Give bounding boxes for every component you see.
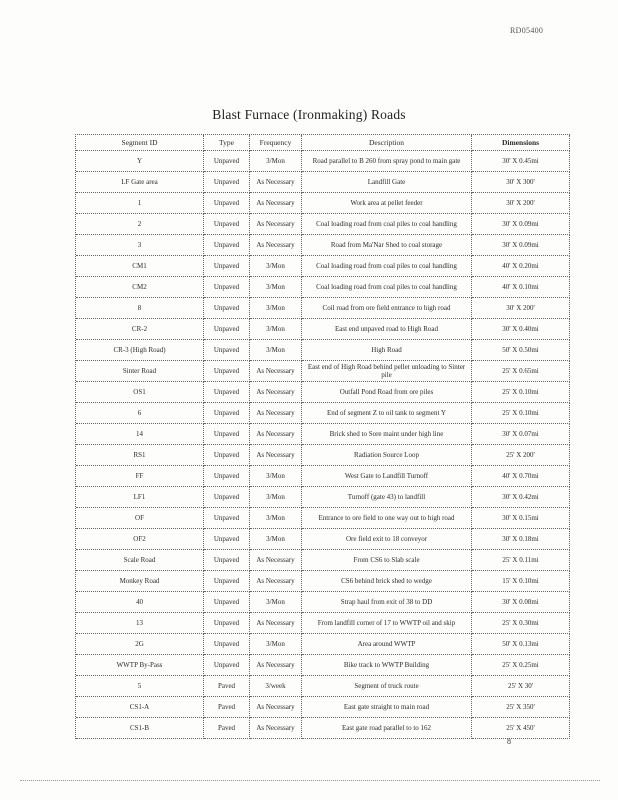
cell-segment-id: 40 [76, 592, 204, 613]
cell-description: Work area at pellet feeder [302, 193, 472, 214]
cell-dimensions: 30' X 200' [472, 193, 570, 214]
cell-dimensions: 25' X 0.30mi [472, 613, 570, 634]
cell-segment-id: Scale Road [76, 550, 204, 571]
table-row [76, 193, 570, 214]
cell-dimensions: 25' X 0.10mi [472, 382, 570, 403]
header-description: Description [302, 135, 472, 151]
cell-description: West Gate to Landfill Turnoff [302, 466, 472, 487]
cell-segment-id: OF2 [76, 529, 204, 550]
cell-dimensions: 25' X 0.65mi [472, 361, 570, 382]
cell-description: Coal loading road from coal piles to coal handling [302, 256, 472, 277]
cell-type: Unpaved [204, 382, 250, 403]
roads-table [75, 134, 570, 739]
cell-frequency: As Necessary [250, 172, 302, 193]
cell-type: Unpaved [204, 298, 250, 319]
cell-type: Unpaved [204, 487, 250, 508]
cell-type: Unpaved [204, 214, 250, 235]
cell-dimensions: 25' X 450' [472, 718, 570, 739]
cell-description: Turnoff (gate 43) to landfill [302, 487, 472, 508]
cell-dimensions: 50' X 0.13mi [472, 634, 570, 655]
cell-dimensions: 40' X 0.10mi [472, 277, 570, 298]
cell-segment-id: Sinter Road [76, 361, 204, 382]
cell-description: Landfill Gate [302, 172, 472, 193]
cell-frequency: 3/Mon [250, 529, 302, 550]
table-row [76, 613, 570, 634]
cell-type: Unpaved [204, 634, 250, 655]
cell-type: Unpaved [204, 193, 250, 214]
table-row [76, 319, 570, 340]
cell-description: East gate road parallel to to 162 [302, 718, 472, 739]
table-row [76, 592, 570, 613]
cell-frequency: 3/Mon [250, 592, 302, 613]
cell-frequency: As Necessary [250, 424, 302, 445]
cell-segment-id: CS1-A [76, 697, 204, 718]
cell-dimensions: 50' X 0.50mi [472, 340, 570, 361]
cell-description: Road parallel to B 260 from spray pond to main gate [302, 151, 472, 172]
table-header-row [76, 135, 570, 151]
cell-type: Unpaved [204, 613, 250, 634]
cell-dimensions: 25' X 0.10mi [472, 403, 570, 424]
cell-segment-id: 5 [76, 676, 204, 697]
cell-segment-id: 1 [76, 193, 204, 214]
table-row [76, 487, 570, 508]
cell-type: Unpaved [204, 508, 250, 529]
cell-segment-id: 6 [76, 403, 204, 424]
cell-segment-id: CM2 [76, 277, 204, 298]
cell-type: Paved [204, 718, 250, 739]
cell-frequency: 3/Mon [250, 319, 302, 340]
cell-description: Strap haul from exit of 38 to DD [302, 592, 472, 613]
cell-frequency: 3/Mon [250, 634, 302, 655]
table-row [76, 361, 570, 382]
table-row [76, 235, 570, 256]
cell-dimensions: 30' X 0.15mi [472, 508, 570, 529]
cell-type: Unpaved [204, 571, 250, 592]
cell-frequency: 3/week [250, 676, 302, 697]
cell-description: Radiation Source Loop [302, 445, 472, 466]
table-row [76, 214, 570, 235]
cell-segment-id: WWTP By-Pass [76, 655, 204, 676]
cell-segment-id: 13 [76, 613, 204, 634]
cell-frequency: 3/Mon [250, 508, 302, 529]
cell-type: Unpaved [204, 319, 250, 340]
cell-dimensions: 25' X 30' [472, 676, 570, 697]
cell-dimensions: 25' X 0.25mi [472, 655, 570, 676]
cell-frequency: 3/Mon [250, 256, 302, 277]
cell-segment-id: 2G [76, 634, 204, 655]
cell-type: Unpaved [204, 529, 250, 550]
table-row [76, 718, 570, 739]
cell-type: Paved [204, 676, 250, 697]
cell-frequency: As Necessary [250, 613, 302, 634]
cell-segment-id: LF1 [76, 487, 204, 508]
cell-description: Coil road from ore field entrance to high road [302, 298, 472, 319]
cell-segment-id: 2 [76, 214, 204, 235]
cell-type: Unpaved [204, 151, 250, 172]
cell-description: Segment of truck route [302, 676, 472, 697]
cell-segment-id: CM1 [76, 256, 204, 277]
header-dimensions: Dimensions [472, 135, 570, 151]
table-row [76, 382, 570, 403]
cell-segment-id: 14 [76, 424, 204, 445]
table-row [76, 340, 570, 361]
cell-frequency: 3/Mon [250, 466, 302, 487]
table-row [76, 298, 570, 319]
cell-dimensions: 25' X 0.11mi [472, 550, 570, 571]
cell-frequency: 3/Mon [250, 151, 302, 172]
cell-dimensions: 40' X 0.20mi [472, 256, 570, 277]
cell-segment-id: CR-2 [76, 319, 204, 340]
cell-dimensions: 30' X 200' [472, 298, 570, 319]
cell-frequency: 3/Mon [250, 298, 302, 319]
cell-description: Ore field exit to 18 conveyor [302, 529, 472, 550]
cell-type: Unpaved [204, 340, 250, 361]
cell-dimensions: 30' X 0.09mi [472, 235, 570, 256]
cell-frequency: As Necessary [250, 235, 302, 256]
cell-dimensions: 25' X 350' [472, 697, 570, 718]
cell-frequency: 3/Mon [250, 487, 302, 508]
cell-type: Unpaved [204, 172, 250, 193]
table-row [76, 466, 570, 487]
cell-type: Unpaved [204, 256, 250, 277]
cell-segment-id: 8 [76, 298, 204, 319]
header-type: Type [204, 135, 250, 151]
cell-segment-id: Monkey Road [76, 571, 204, 592]
cell-segment-id: CS1-B [76, 718, 204, 739]
page-number: 8 [507, 737, 511, 746]
cell-description: CS6 behind brick shed to wedge [302, 571, 472, 592]
table-row [76, 697, 570, 718]
document-id: RD05400 [510, 26, 544, 35]
table-row [76, 172, 570, 193]
table-row [76, 403, 570, 424]
cell-frequency: As Necessary [250, 382, 302, 403]
cell-dimensions: 30' X 0.42mi [472, 487, 570, 508]
table-row [76, 655, 570, 676]
cell-description: Outfall Pond Road from ore piles [302, 382, 472, 403]
cell-segment-id: 3 [76, 235, 204, 256]
cell-segment-id: OS1 [76, 382, 204, 403]
cell-description: High Road [302, 340, 472, 361]
table-row [76, 550, 570, 571]
cell-segment-id: RS1 [76, 445, 204, 466]
table-row [76, 256, 570, 277]
cell-type: Unpaved [204, 424, 250, 445]
page-title: Blast Furnace (Ironmaking) Roads [212, 107, 406, 122]
header-frequency: Frequency [250, 135, 302, 151]
cell-type: Unpaved [204, 550, 250, 571]
cell-type: Unpaved [204, 466, 250, 487]
cell-dimensions: 40' X 0.70mi [472, 466, 570, 487]
cell-dimensions: 30' X 0.40mi [472, 319, 570, 340]
cell-frequency: 3/Mon [250, 277, 302, 298]
cell-frequency: As Necessary [250, 655, 302, 676]
table-row [76, 445, 570, 466]
table-row [76, 277, 570, 298]
cell-frequency: As Necessary [250, 361, 302, 382]
table-row [76, 151, 570, 172]
cell-dimensions: 30' X 300' [472, 172, 570, 193]
header-segment-id: Segment ID [76, 135, 204, 151]
cell-description: Coal loading road from coal piles to coal handling [302, 277, 472, 298]
cell-description: East end of High Road behind pellet unloading to Sinter pile [302, 361, 472, 382]
cell-dimensions: 30' X 0.08mi [472, 592, 570, 613]
cell-description: From landfill corner of 17 to WWTP oil and skip [302, 613, 472, 634]
cell-segment-id: Y [76, 151, 204, 172]
cell-type: Unpaved [204, 445, 250, 466]
cell-type: Unpaved [204, 277, 250, 298]
cell-segment-id: LF Gate area [76, 172, 204, 193]
cell-frequency: As Necessary [250, 214, 302, 235]
table-row [76, 571, 570, 592]
cell-description: Brick shed to Sore maint under high line [302, 424, 472, 445]
cell-description: Bike track to WWTP Building [302, 655, 472, 676]
cell-description: From CS6 to Slab scale [302, 550, 472, 571]
cell-type: Unpaved [204, 235, 250, 256]
cell-frequency: As Necessary [250, 550, 302, 571]
table-row [76, 529, 570, 550]
cell-frequency: As Necessary [250, 697, 302, 718]
table-row [76, 676, 570, 697]
cell-dimensions: 30' X 0.45mi [472, 151, 570, 172]
cell-description: End of segment Z to oil tank to segment Y [302, 403, 472, 424]
cell-frequency: As Necessary [250, 571, 302, 592]
cell-frequency: As Necessary [250, 445, 302, 466]
cell-dimensions: 30' X 0.18mi [472, 529, 570, 550]
cell-description: Area around WWTP [302, 634, 472, 655]
cell-type: Unpaved [204, 592, 250, 613]
cell-description: East gate straight to main road [302, 697, 472, 718]
cell-type: Unpaved [204, 361, 250, 382]
cell-description: Coal loading road from coal piles to coal handling [302, 214, 472, 235]
cell-segment-id: CR-3 (High Road) [76, 340, 204, 361]
cell-frequency: As Necessary [250, 718, 302, 739]
table-row [76, 508, 570, 529]
cell-type: Unpaved [204, 403, 250, 424]
cell-description: East end unpaved road to High Road [302, 319, 472, 340]
cell-type: Paved [204, 697, 250, 718]
cell-frequency: 3/Mon [250, 340, 302, 361]
cell-description: Road from Ma'Nar Shed to coal storage [302, 235, 472, 256]
cell-type: Unpaved [204, 655, 250, 676]
table-row [76, 634, 570, 655]
cell-segment-id: FF [76, 466, 204, 487]
cell-dimensions: 30' X 0.07mi [472, 424, 570, 445]
cell-dimensions: 30' X 0.09mi [472, 214, 570, 235]
cell-description: Entrance to ore field to one way out to high road [302, 508, 472, 529]
cell-frequency: As Necessary [250, 193, 302, 214]
scan-edge-divider [20, 780, 600, 781]
table-row [76, 424, 570, 445]
cell-segment-id: OF [76, 508, 204, 529]
cell-dimensions: 15' X 0.10mi [472, 571, 570, 592]
cell-dimensions: 25' X 200' [472, 445, 570, 466]
cell-frequency: As Necessary [250, 403, 302, 424]
